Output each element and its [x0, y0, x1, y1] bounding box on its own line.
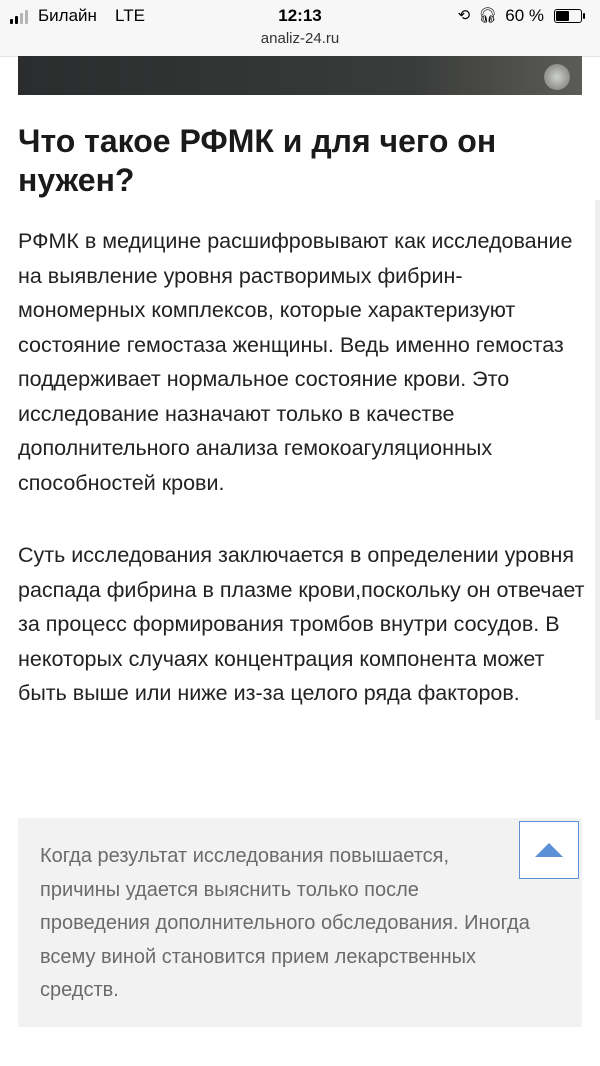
battery-icon: [554, 9, 582, 23]
headphones-icon: 🎧︎: [478, 7, 498, 24]
note-text: Когда результат исследования повышается, причины удается выяснить только после проведения дополнительного обследования. Иногда всему виной становится прием лекарственных средств.: [40, 845, 530, 1001]
note-box: [18, 818, 582, 1027]
article-paragraph: Суть исследования заключается в определении уровня распада фибрина в плазме крови,поскольку он отвечает за процесс формирования тромбов внутри сосудов. В некоторых случаях концентрация компонента может быть выше или ниже из-за целого ряда факторов.: [18, 543, 585, 705]
scroll-to-top-button[interactable]: [519, 821, 579, 879]
page-scrollbar[interactable]: [595, 200, 600, 720]
battery-fill: [556, 11, 569, 21]
network-type: LTE: [115, 6, 145, 25]
status-right: [458, 6, 582, 26]
status-bar: [0, 0, 600, 57]
article-hero-image: [18, 56, 582, 95]
arrow-up-icon: [534, 842, 564, 858]
rotation-lock-icon: ⟲: [457, 7, 471, 24]
clock: 12:13: [278, 6, 322, 25]
status-row: [0, 6, 600, 28]
article-paragraph: РФМК в медицине расшифровывают как исследование на выявление уровня растворимых фибрин-мономерных комплексов, которые характеризуют состояние гемостаза женщины. Ведь именно гемостаз поддерживает нормальное состояние крови. Это исследование назначают только в качестве дополнительного анализа гемокоагуляционных способностей крови.: [18, 229, 573, 495]
address-url[interactable]: analiz-24.ru: [260, 30, 340, 47]
carrier-name: Билайн: [38, 6, 97, 25]
article-title: Что такое РФМК и для чего он нужен?: [18, 123, 497, 198]
battery-percent: 60 %: [505, 6, 544, 25]
